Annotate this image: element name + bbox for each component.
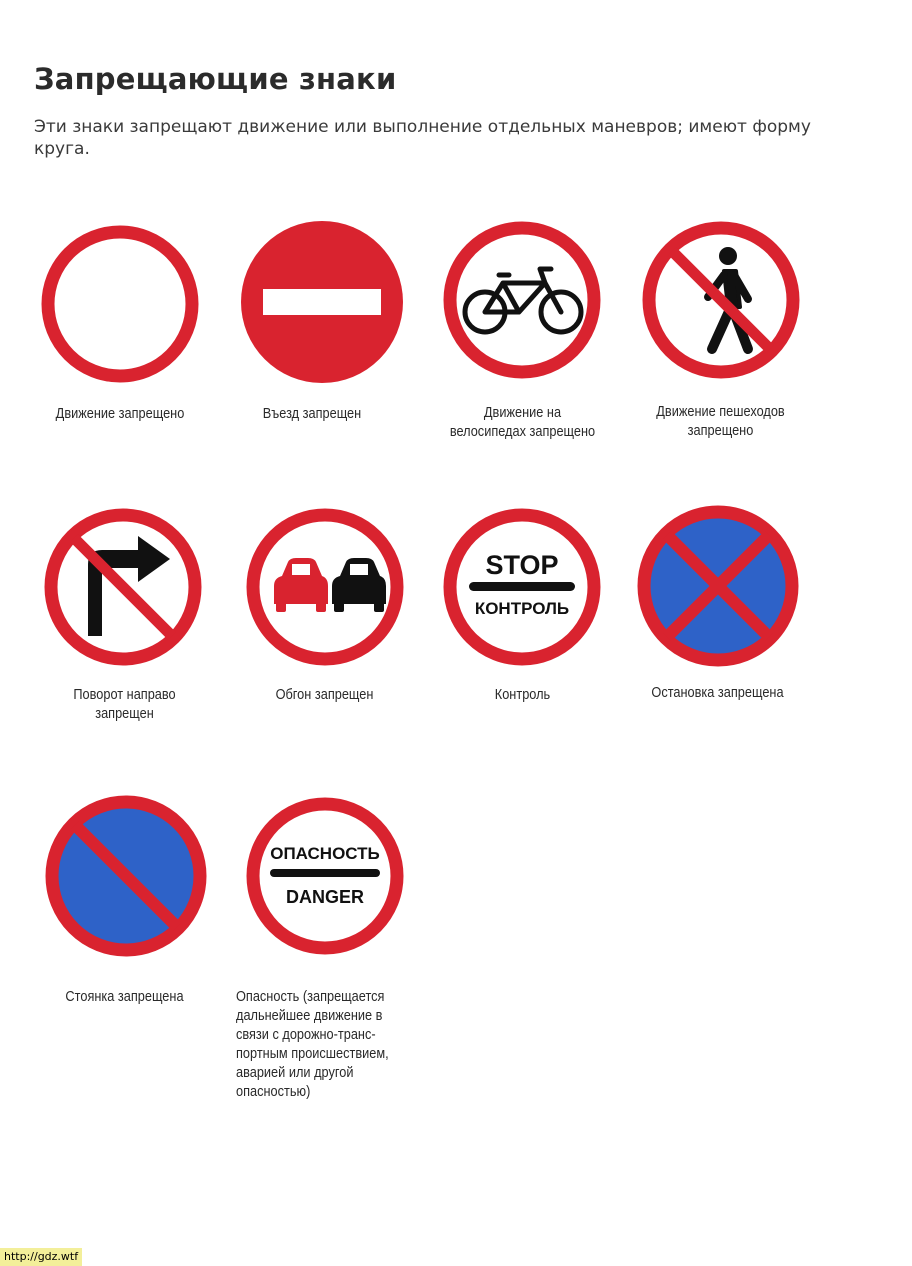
danger-sign-bottom-text: DANGER xyxy=(285,887,365,907)
caption-no-overtaking: Обгон запрещен xyxy=(275,687,374,703)
no-entry-sign xyxy=(237,217,407,387)
no-stopping-sign xyxy=(633,501,803,671)
no-pedestrians-sign xyxy=(636,215,806,385)
danger-sign-top-text: ОПАСНОСТЬ xyxy=(270,844,380,863)
intro-text: Эти знаки запрещают движение или выполнение отдельных маневров; имеют форму круга. xyxy=(34,117,811,159)
caption-no-pedestrians xyxy=(630,403,810,441)
caption-line: портным происшествием, xyxy=(236,1046,389,1062)
caption-no-bicycles xyxy=(432,404,612,442)
caption-line: запрещен xyxy=(95,706,154,722)
caption-no-entry: Въезд запрещен xyxy=(262,406,362,422)
page-title: Запрещающие знаки xyxy=(34,62,397,96)
control-sign-bottom-text: КОНТРОЛЬ xyxy=(474,599,570,618)
caption-line: Движение пешеходов xyxy=(656,404,785,420)
caption-line: опасностью) xyxy=(236,1084,311,1100)
caption-line: связи с дорожно-транс- xyxy=(236,1027,376,1043)
caption-line: велосипедах запрещено xyxy=(449,424,596,440)
control-sign-top-text: STOP xyxy=(485,550,559,580)
caption-no-right-turn xyxy=(34,686,214,724)
caption-line: Движение на xyxy=(483,405,562,421)
no-parking-sign xyxy=(41,791,211,961)
footer-link[interactable]: http://gdz.wtf xyxy=(0,1248,82,1266)
caption-no-parking: Стоянка запрещена xyxy=(65,989,184,1005)
danger-sign xyxy=(240,791,410,961)
caption-line: Опасность (запрещается xyxy=(236,989,385,1005)
caption-no-traffic: Движение запрещено xyxy=(55,406,185,422)
no-bicycles-sign xyxy=(437,215,607,385)
caption-control: Контроль xyxy=(494,687,551,703)
control-sign xyxy=(437,502,607,672)
no-overtaking-sign xyxy=(240,502,410,672)
caption-no-stopping: Остановка запрещена xyxy=(651,685,784,701)
caption-line: запрещено xyxy=(687,423,754,439)
no-traffic-sign xyxy=(35,219,205,389)
caption-line: Поворот направо xyxy=(73,687,176,703)
caption-danger xyxy=(236,988,421,1102)
caption-line: аварией или другой xyxy=(236,1065,354,1081)
no-right-turn-sign xyxy=(38,502,208,672)
caption-line: дальнейшее движение в xyxy=(236,1008,383,1024)
